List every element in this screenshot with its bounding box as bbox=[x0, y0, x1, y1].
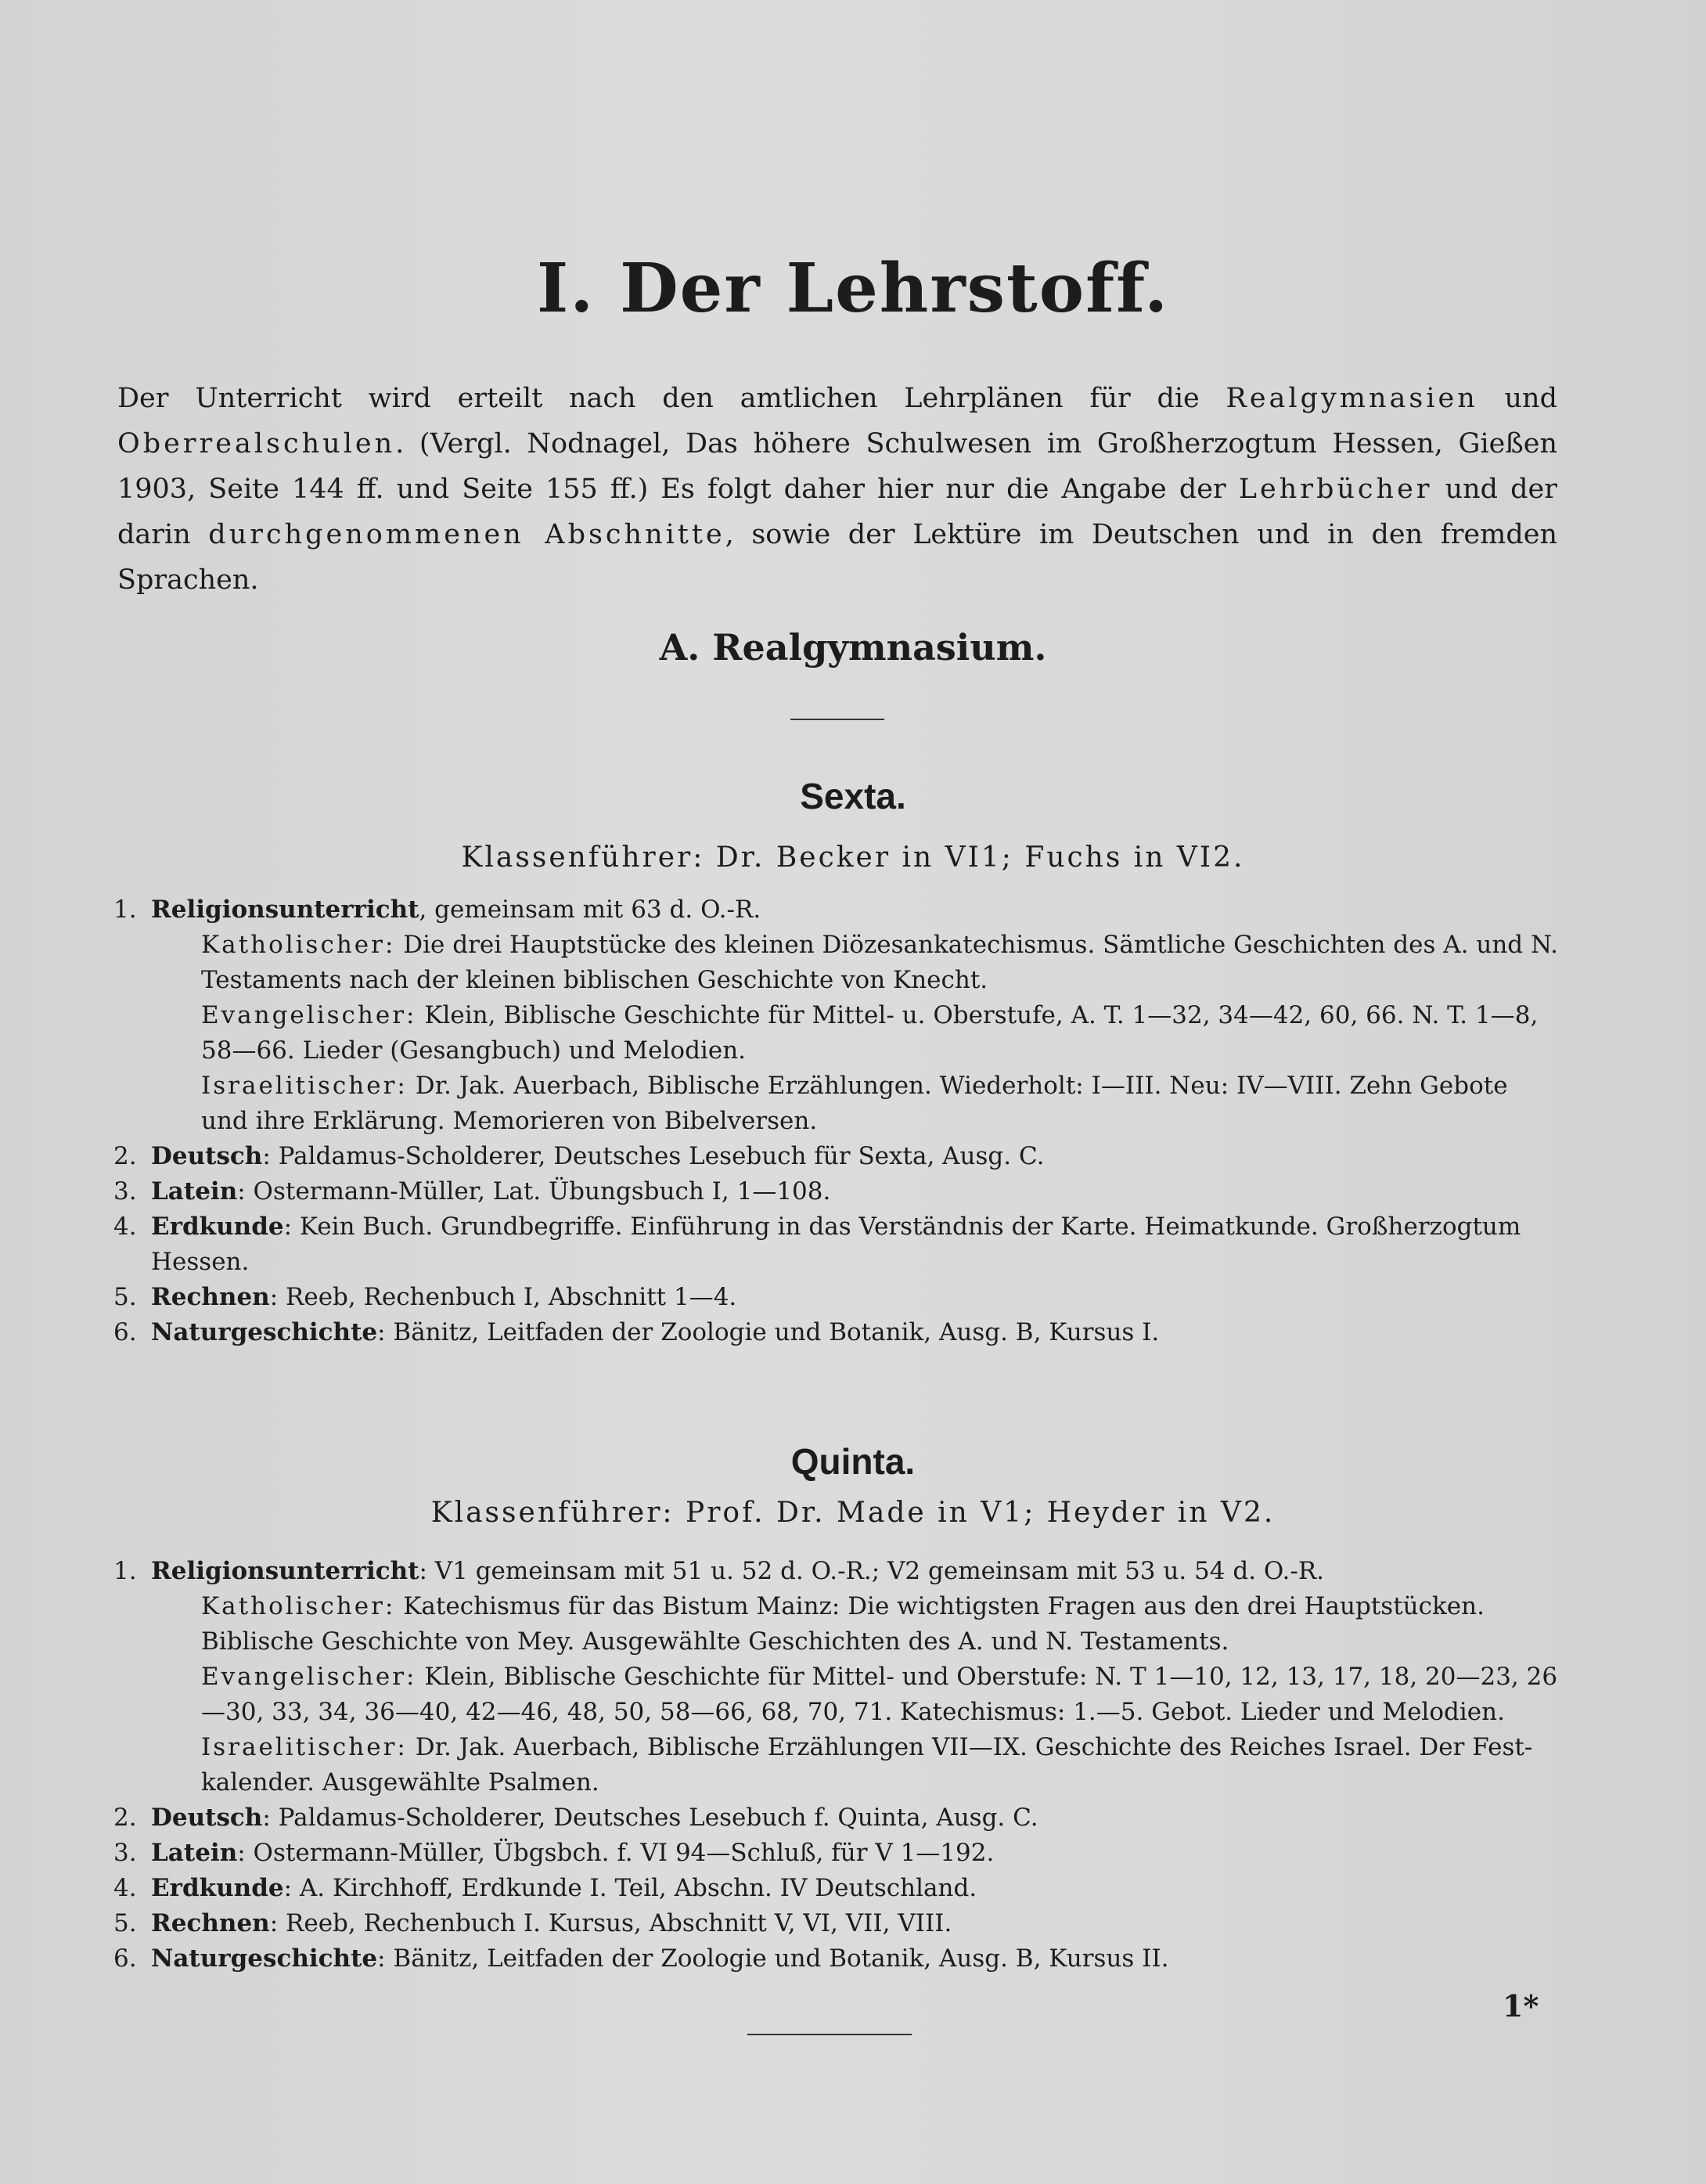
list-item: Katholischer: Die drei Hauptstücke des kleinen Diözesankatechismus. Sämtliche Geschichten des A. und N. Testaments nach der kleinen biblischen Geschichte von Knecht. bbox=[201, 931, 1558, 994]
list-item: 4. Erdkunde: Kein Buch. Grundbegriffe. Einführung in das Verständnis der Karte. Heimatkunde. Großherzogtum Hessen. bbox=[113, 1213, 1521, 1276]
list-item: 4. Erdkunde: A. Kirchhoff, Erdkunde I. Teil, Abschn. IV Deutschland. bbox=[113, 1874, 977, 1902]
list-item: 2. Deutsch: Paldamus-Scholderer, Deutsches Lesebuch f. Quinta, Ausg. C. bbox=[113, 1804, 1038, 1832]
list-item: Evangelischer: Klein, Biblische Geschichte für Mittel- und Oberstufe: N. T 1—10, 12, 13, 17, 18, 20—23, 26—30, 33, 34, 36—40, 42—46, 48, 50, 58—66, 68, 70, 71. Katechismus: 1.—5. Gebot. Lieder und Melodien. bbox=[201, 1663, 1558, 1726]
quinta-leader bbox=[0, 1497, 1706, 1529]
list-item: Israelitischer: Dr. Jak. Auerbach, Biblische Erzählungen VII—IX. Geschichte des Reiches Israel. Der Fest-kalender. Ausgewählte Psalmen. bbox=[201, 1733, 1533, 1797]
sexta-leader bbox=[0, 842, 1706, 874]
intro-paragraph bbox=[117, 376, 1557, 603]
intro-lehrbuecher: Lehrbücher bbox=[1238, 474, 1433, 505]
intro-text-3: . (Vergl. Nodnagel, Das höhere Schulwesen im Großherzogtum Hessen, Gießen 1903, Seite 144 ff. und Seite 155 ff.) Es folgt daher hier nur die Angabe der bbox=[117, 428, 1557, 505]
sexta-title: Sexta. bbox=[800, 776, 906, 816]
sexta-list bbox=[113, 892, 1561, 1350]
intro-text-2: und bbox=[1477, 383, 1558, 414]
list-item: 2. Deutsch: Paldamus-Scholderer, Deutsches Lesebuch für Sexta, Ausg. C. bbox=[113, 1142, 1045, 1170]
intro-abschnitte: durchgenommenen Abschnitte bbox=[208, 519, 725, 550]
intro-text-4: und der darin bbox=[117, 474, 1557, 550]
list-item: 5. Rechnen: Reeb, Rechenbuch I, Abschnitt 1—4. bbox=[113, 1283, 737, 1311]
list-item: 3. Latein: Ostermann-Müller, Lat. Übungsbuch I, 1—108. bbox=[113, 1177, 831, 1206]
section-heading-realgymnasium: A. Realgymnasium. bbox=[659, 626, 1047, 669]
divider bbox=[747, 2034, 912, 2035]
list-item: 6. Naturgeschichte: Bänitz, Leitfaden der Zoologie und Botanik, Ausg. B, Kursus II. bbox=[113, 1944, 1169, 1973]
quinta-leader-label: Klassenführer: bbox=[430, 1497, 675, 1529]
list-item: 1. Religionsunterricht, gemeinsam mit 63 d. O.-R. bbox=[113, 896, 761, 924]
sexta-leader-label: Klassenführer: bbox=[461, 842, 705, 874]
page-title: I. Der Lehrstoff. bbox=[536, 249, 1170, 328]
quinta-list bbox=[113, 1554, 1561, 1977]
list-item: 1. Religionsunterricht: V1 gemeinsam mit 51 u. 52 d. O.-R.; V2 gemeinsam mit 53 u. 54 d. O.-R. bbox=[113, 1557, 1325, 1585]
intro-oberrealschulen: Oberrealschulen bbox=[117, 428, 396, 460]
quinta-leader-names: Prof. Dr. Made in V1; Heyder in V2. bbox=[686, 1497, 1276, 1529]
intro-realgymnasien: Realgymnasien bbox=[1226, 383, 1478, 414]
sexta-leader-names: Dr. Becker in VI1; Fuchs in VI2. bbox=[715, 842, 1245, 874]
list-item: Israelitischer: Dr. Jak. Auerbach, Biblische Erzählungen. Wiederholt: I—III. Neu: IV—VIII. Zehn Gebote und ihre Erklärung. Memorieren von Bibelversen. bbox=[201, 1072, 1508, 1135]
intro-text-5: , sowie der Lektüre im Deutschen und in den fremden Sprachen. bbox=[117, 519, 1557, 596]
list-item: Katholischer: Katechismus für das Bistum Mainz: Die wichtigsten Fragen aus den drei Hauptstücken. Biblische Geschichte von Mey. Ausgewählte Geschichten des A. und N. Testaments. bbox=[201, 1592, 1485, 1656]
list-item: Evangelischer: Klein, Biblische Geschichte für Mittel- u. Oberstufe, A. T. 1—32, 34—42, 60, 66. N. T. 1—8, 58—66. Lieder (Gesangbuch) und Melodien. bbox=[201, 1001, 1539, 1065]
list-item: 3. Latein: Ostermann-Müller, Übgsbch. f. VI 94—Schluß, für V 1—192. bbox=[113, 1839, 995, 1867]
divider bbox=[790, 719, 884, 720]
quinta-title: Quinta. bbox=[790, 1441, 916, 1482]
intro-text-1: Der Unterricht wird erteilt nach den amtlichen Lehrplänen für die bbox=[117, 383, 1226, 414]
list-item: 6. Naturgeschichte: Bänitz, Leitfaden der Zoologie und Botanik, Ausg. B, Kursus I. bbox=[113, 1318, 1160, 1346]
page-number: 1* bbox=[1503, 1988, 1539, 2024]
list-item: 5. Rechnen: Reeb, Rechenbuch I. Kursus, Abschnitt V, VI, VII, VIII. bbox=[113, 1909, 952, 1937]
